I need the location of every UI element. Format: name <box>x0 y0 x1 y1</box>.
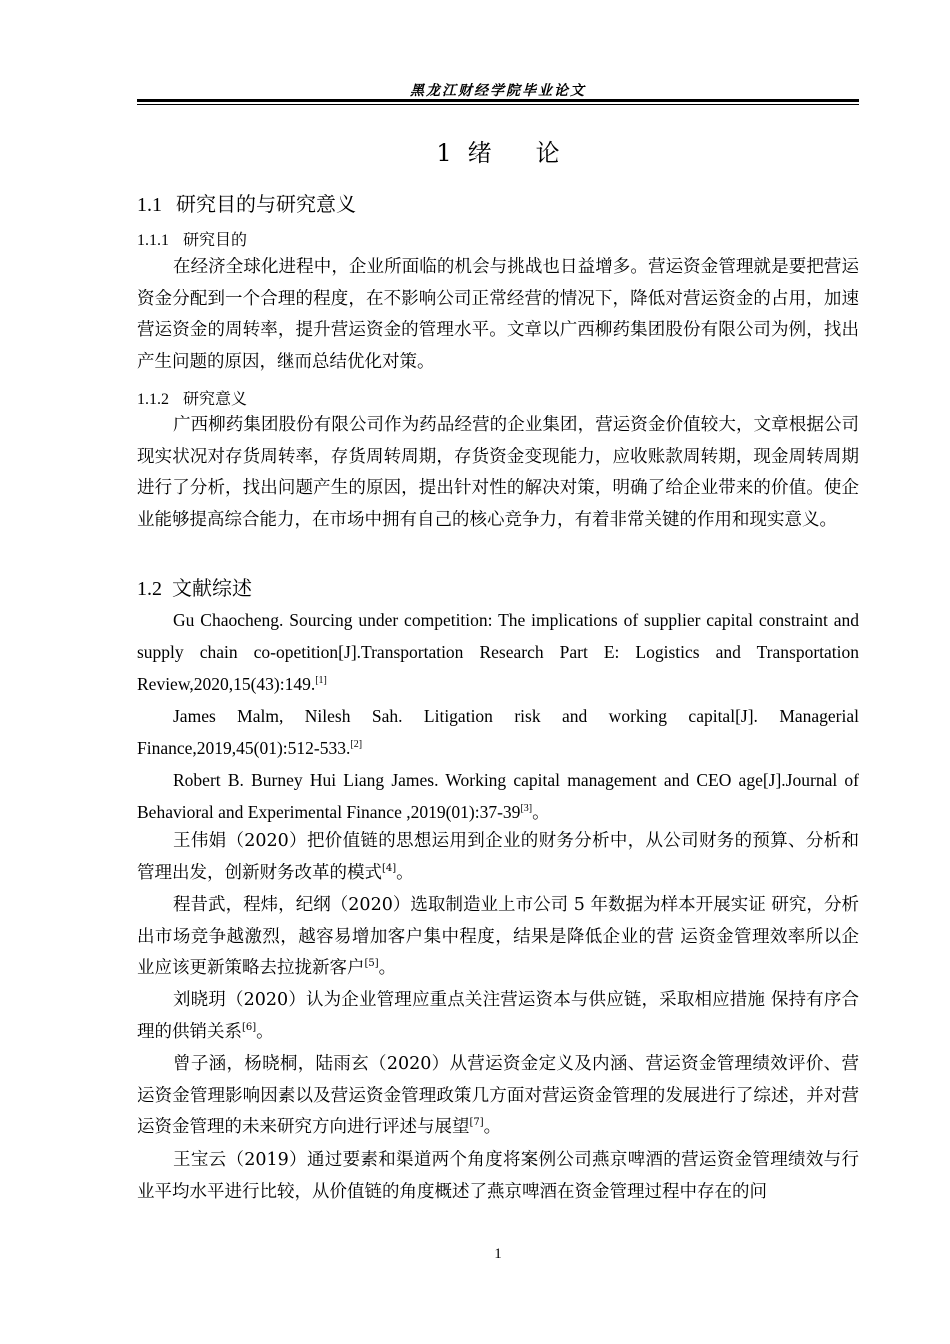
chapter-title <box>137 133 859 168</box>
section-heading-1-2: 1.2 文献综述 <box>137 576 252 600</box>
chapter-number: 1 <box>436 139 452 167</box>
header-rule-thin <box>137 104 859 105</box>
chapter-title-char-1: 绪 <box>467 139 492 167</box>
page-number: 1 <box>494 1246 502 1262</box>
reference-entry-3: Robert B. Burney Hui Liang James. Working capital management and CEO age[J].Journal of Behavioral and Experimental Finance ,2019(01):37-39[3]。 <box>137 770 859 822</box>
reference-entry-5: 程昔武，程炜，纪纲（2020）选取制造业上市公司 5 年数据为样本开展实证 研究，分析出市场竞争越激烈，越容易增加客户集中程度，结果是降低企业的营 运资金管理效率所以企业应该更新策略去拉拢新客户[5]。 <box>137 895 859 978</box>
section-heading-1-1-2: 1.1.2 研究意义 <box>137 389 248 408</box>
reference-entry-1: Gu Chaocheng. Sourcing under competition: The implications of supplier capital constraint and supply chain co-opetition[J].Transportation Research Part E: Logistics and Transportation Review,2020,15(43):149.[1] <box>137 610 859 694</box>
paragraph-research-significance: 广西柳药集团股份有限公司作为药品经营的企业集团，营运资金价值较大，文章根据公司现实状况对存货周转率，存货周转周期，存货资金变现能力，应收账款周转期，现金周转周期进行了分析，找出问题产生的原因，提出针对性的解决对策，明确了给企业带来的价值。使企业能够提高综合能力，在市场中拥有自己的核心竞争力，有着非常关键的作用和现实意义。 <box>137 415 859 530</box>
reference-entry-8: 王宝云（2019）通过要素和渠道两个角度将案例公司燕京啤酒的营运资金管理绩效与行业平均水平进行比较，从价值链的角度概述了燕京啤酒在资金管理过程中存在的问 <box>137 1150 859 1202</box>
section-heading-1-1: 1.1 研究目的与研究意义 <box>137 192 356 216</box>
reference-entry-6: 刘晓玥（2020）认为企业管理应重点关注营运资本与供应链，采取相应措施 保持有序合理的供销关系[6]。 <box>137 990 859 1042</box>
chapter-title-char-2: 论 <box>535 139 560 167</box>
reference-entry-2: James Malm, Nilesh Sah. Litigation risk and working capital[J]. Managerial Finance,2019,45(01):512-533.[2] <box>137 706 859 758</box>
section-heading-1-1-1: 1.1.1 研究目的 <box>137 230 248 249</box>
running-header: 黑龙江财经学院毕业论文 <box>410 83 586 99</box>
reference-entry-7: 曾子涵，杨晓桐，陆雨玄（2020）从营运资金定义及内涵、营运资金管理绩效评价、营运资金管理影响因素以及营运资金管理政策几方面对营运资金管理的发展进行了综述，并对营运资金管理的未来研究方向进行评述与展望[7]。 <box>137 1054 859 1137</box>
paragraph-research-purpose: 在经济全球化进程中，企业所面临的机会与挑战也日益增多。营运资金管理就是要把营运资金分配到一个合理的程度，在不影响公司正常经营的情况下，降低对营运资金的占用，加速营运资金的周转率，提升营运资金的管理水平。文章以广西柳药集团股份有限公司为例，找出产生问题的原因，继而总结优化对策。 <box>137 257 859 372</box>
reference-entry-4: 王伟娟（2020）把价值链的思想运用到企业的财务分析中，从公司财务的预算、分析和管理出发，创新财务改革的模式[4]。 <box>137 831 859 883</box>
header-rule-thick <box>137 99 859 102</box>
